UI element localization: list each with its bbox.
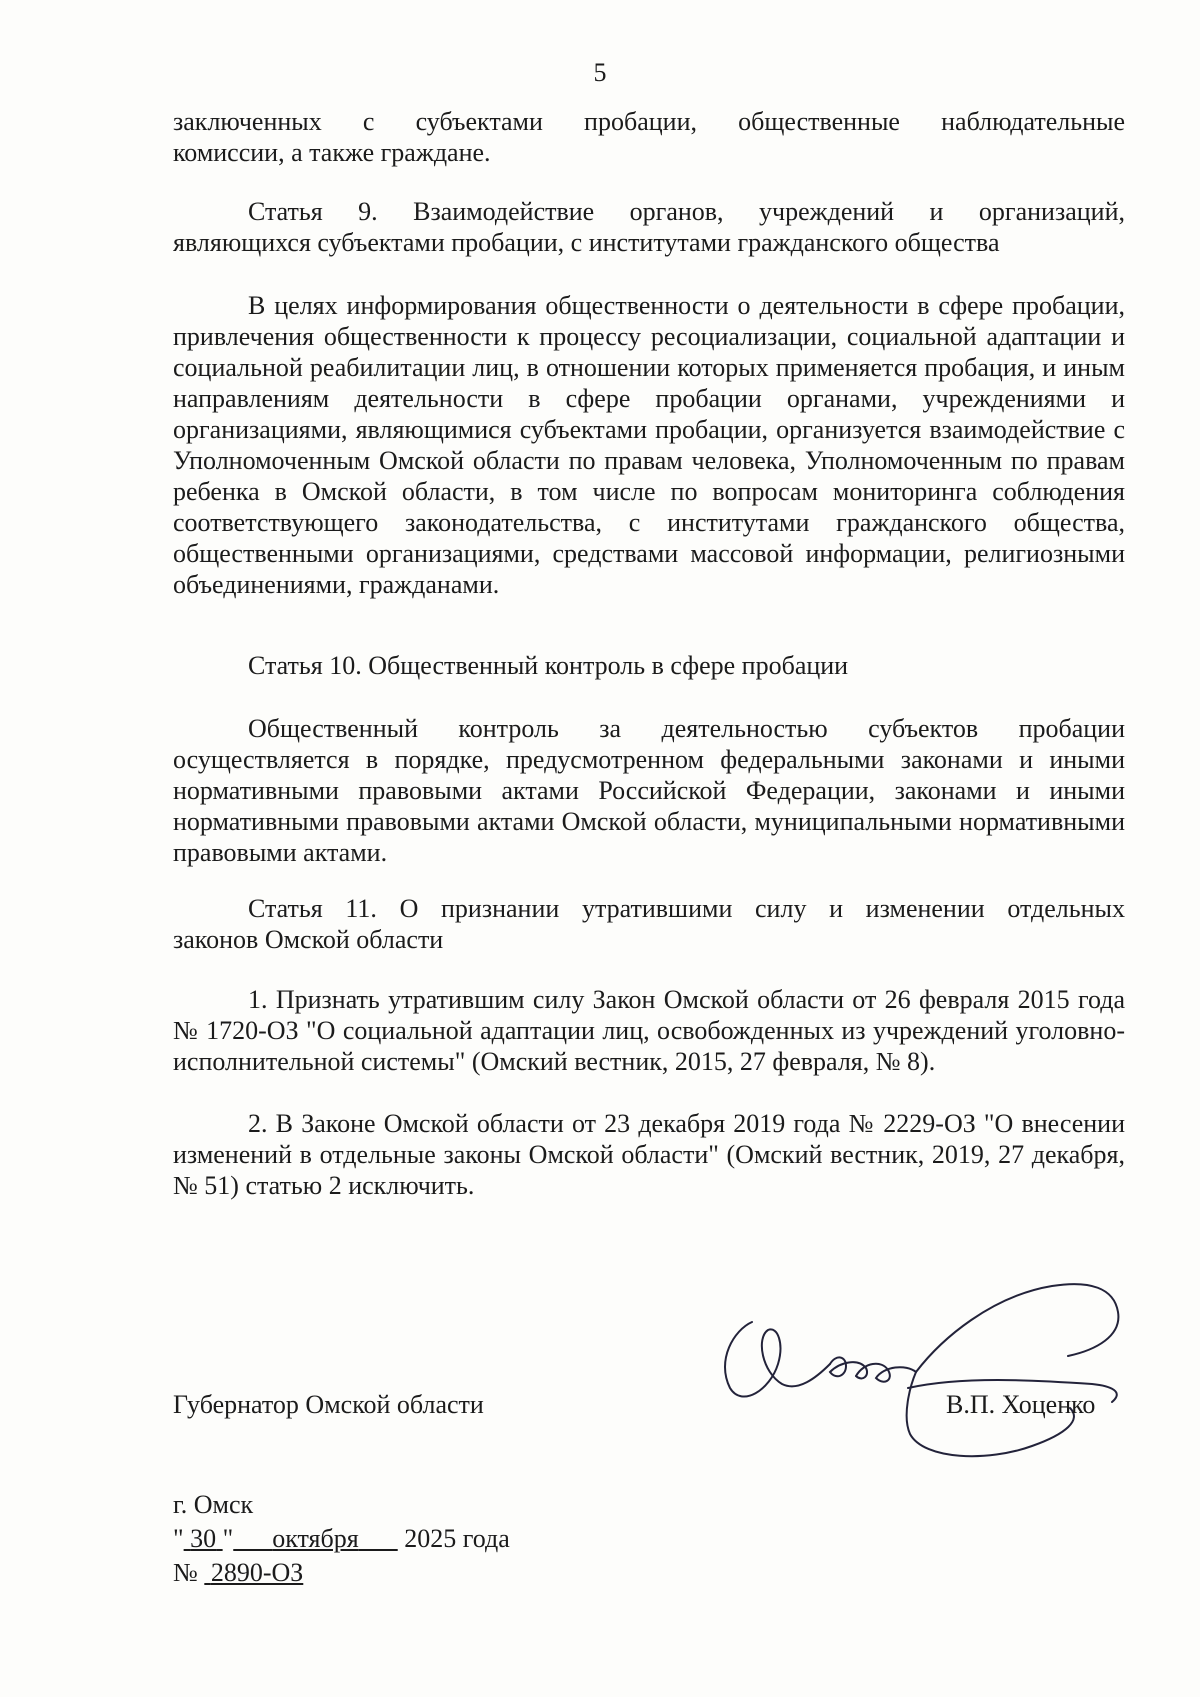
law-number-value: 2890-ОЗ (210, 1558, 304, 1587)
article-9-heading-line-2: являющихся субъектами пробации, с институтами гражданского общества (173, 228, 1000, 257)
article-11-heading-line-1: Статья 11. О признании утратившими силу и изменении отдельных (248, 894, 1125, 923)
law-number: № 2890-ОЗ (173, 1558, 304, 1587)
article-11-item-1: 1. Признать утратившим силу Закон Омской области от 26 февраля 2015 года № 1720-ОЗ "О социальной адаптации лиц, освобожденных из учреждений уголовно-исполнительной системы" (Омский вестник, 2015, 27 февраля, № 8). (173, 985, 1125, 1076)
intro-line-2: комиссии, а также граждане. (173, 138, 491, 167)
governor-title: Губернатор Омской области (173, 1390, 484, 1419)
date-day: 30 (190, 1524, 217, 1553)
article-10-heading: Статья 10. Общественный контроль в сфере пробации (248, 651, 849, 680)
article-9-heading-line-1: Статья 9. Взаимодействие органов, учреждений и организаций, (248, 197, 1125, 226)
date-month: октября (272, 1524, 359, 1553)
city: г. Омск (173, 1490, 254, 1519)
article-10-body: Общественный контроль за деятельностью субъектов пробации осуществляется в порядке, предусмотренном федеральными законами и иными нормативными правовыми актами Российской Федерации, законами и иными нормативными правовыми актами Омской области, муниципальными нормативными правовыми актами. (173, 714, 1125, 867)
date-year: 2025 года (404, 1524, 510, 1553)
article-11-heading-line-2: законов Омской области (173, 925, 444, 954)
article-9-body: В целях информирования общественности о деятельности в сфере пробации, привлечения общественности к процессу ресоциализации, социальной адаптации и социальной реабилитации лиц, в отношении которых применяется пробация, и иным направлениям деятельности в сфере пробации органами, учреждениями и организациями, являющимися субъектами пробации, организуется взаимодействие с Уполномоченным Омской области по правам человека, Уполномоченным по правам ребенка в Омской области, в том числе по вопросам мониторинга соблюдения соответствующего законодательства, с институтами гражданского общества, общественными организациями, средствами массовой информации, религиозными объединениями, гражданами. (173, 291, 1125, 599)
article-11-item-2: 2. В Законе Омской области от 23 декабря 2019 года № 2229-ОЗ "О внесении изменений в отдельные законы Омской области" (Омский вестник, 2019, 27 декабря, № 51) статью 2 исключить. (173, 1109, 1125, 1200)
article-11-heading (173, 893, 1125, 955)
intro-line-1: заключенных с субъектами пробации, общественные наблюдательные (173, 107, 1125, 136)
intro-paragraph (173, 106, 1125, 168)
handwritten-signature (712, 1268, 1152, 1468)
article-9-heading (173, 196, 1125, 258)
page-number: 5 (593, 58, 607, 87)
signing-date: " 30 " октября 2025 года (173, 1524, 510, 1553)
governor-name: В.П. Хоценко (946, 1390, 1096, 1419)
